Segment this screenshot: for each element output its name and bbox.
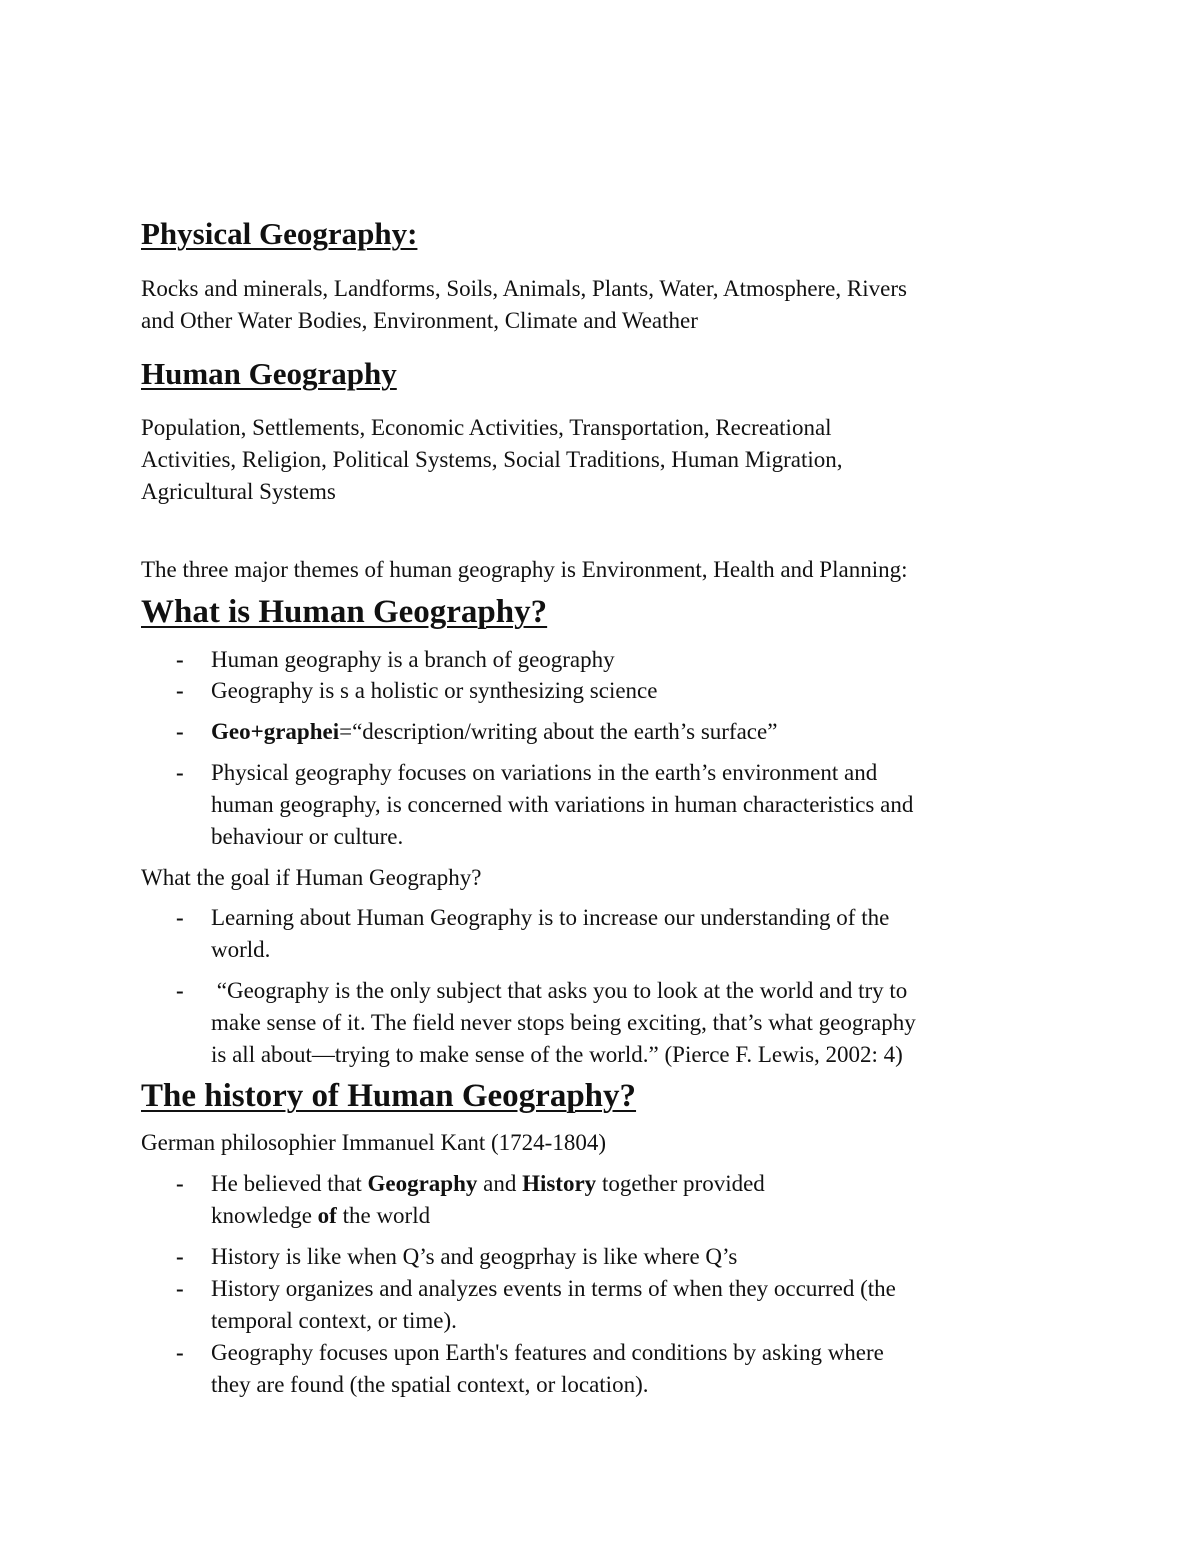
list-item [141,757,1071,853]
quote-text: “Geography is the only subject that asks you to look at the world and try to [211,978,908,1003]
list-item [141,1241,1071,1273]
what-is-heading: What is Human Geography? [141,594,548,630]
list-item-text: the world [336,1203,431,1228]
goal-question: What the goal if Human Geography? [141,865,482,890]
list-item-text: knowledge [211,1203,318,1228]
human-geography-line-3: Agricultural Systems [141,479,336,504]
list-item-text: Learning about Human Geography is to increase our understanding of the [211,905,890,930]
list-item-text: History organizes and analyzes events in terms of when they occurred (the [211,1276,896,1301]
list-item [141,644,1071,676]
list-item [141,1168,1071,1232]
list-item-text: He believed that [211,1171,368,1196]
list-item [141,716,1071,748]
bold-term: Geography [367,1171,478,1196]
list-item-text: Physical geography focuses on variations in the earth’s environment and [211,760,878,785]
list-item [141,675,1071,707]
bold-term: Geo+graphei [211,719,340,744]
bullet-dash: - [176,719,184,744]
list-item [141,1337,1071,1401]
list-item-text: they are found (the spatial context, or location). [211,1372,649,1397]
human-geography-heading: Human Geography [141,356,397,391]
physical-geography-heading: Physical Geography: [141,216,418,251]
bullet-dash: - [176,647,184,672]
list-item-text: History is like when Q’s and geogprhay is like where Q’s [211,1244,738,1269]
human-geography-line-1: Population, Settlements, Economic Activities, Transportation, Recreational [141,415,832,440]
list-item-text: behaviour or culture. [211,824,404,849]
bullet-dash: - [176,1171,184,1196]
bold-term: History [522,1171,597,1196]
bullet-dash: - [176,1276,184,1301]
list-item-text: Geography is s a holistic or synthesizing science [211,678,658,703]
human-geography-line-2: Activities, Religion, Political Systems, Social Traditions, Human Migration, [141,447,843,472]
list-item-text: =“description/writing about the earth’s surface” [339,719,778,744]
list-item [141,975,1071,1071]
physical-geography-line-1: Rocks and minerals, Landforms, Soils, Animals, Plants, Water, Atmosphere, Rivers [141,276,907,301]
quote-text: is all about—trying to make sense of the world.” (Pierce F. Lewis, 2002: 4) [211,1042,903,1067]
bullet-dash: - [176,1244,184,1269]
list-item-text: Human geography is a branch of geography [211,647,615,672]
themes-statement: The three major themes of human geography is Environment, Health and Planning: [141,557,908,582]
bullet-dash: - [176,760,184,785]
history-heading: The history of Human Geography? [141,1078,637,1114]
list-item-text: world. [211,937,271,962]
quote-text: make sense of it. The field never stops being exciting, that’s what geography [211,1010,916,1035]
list-item [141,902,1071,966]
bullet-dash: - [176,678,184,703]
physical-geography-line-2: and Other Water Bodies, Environment, Climate and Weather [141,308,698,333]
list-item-text: temporal context, or time). [211,1308,457,1333]
bullet-dash: - [176,905,184,930]
list-item-text: human geography, is concerned with variations in human characteristics and [211,792,914,817]
list-item-text: Geography focuses upon Earth's features and conditions by asking where [211,1340,884,1365]
list-item [141,1273,1071,1337]
bullet-dash: - [176,978,184,1003]
bold-term: of [317,1203,337,1228]
bullet-dash: - [176,1340,184,1365]
list-item-text: together provided [596,1171,765,1196]
list-item-text: and [477,1171,523,1196]
history-intro: German philosophier Immanuel Kant (1724-1804) [141,1130,606,1155]
